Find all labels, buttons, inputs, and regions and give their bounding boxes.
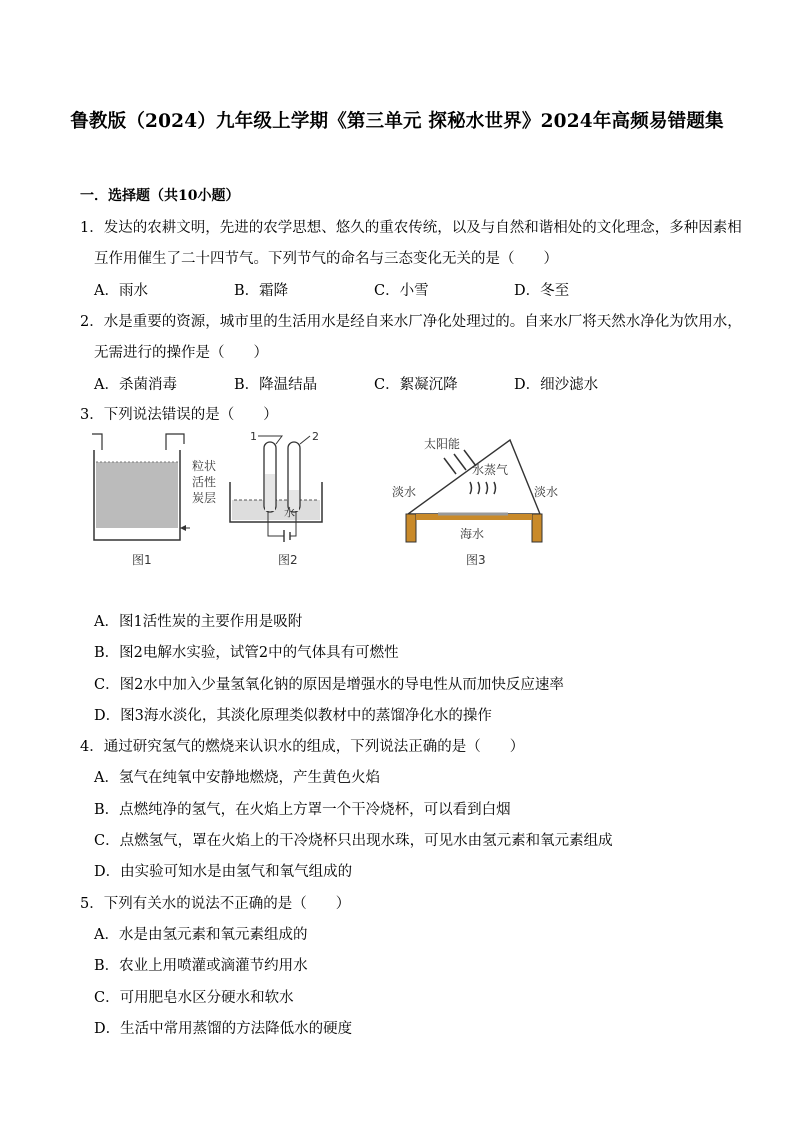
question-2-stem-line-1: 2．水是重要的资源，城市里的生活用水是经自来水厂净化处理过的。自来水厂将天然水净化为饮用水， xyxy=(80,314,742,330)
question-5-stem: 5．下列有关水的说法不正确的是（ ） xyxy=(80,896,351,912)
q4-option-b: B．点燃纯净的氢气，在火焰上方罩一个干冷烧杯，可以看到白烟 xyxy=(94,802,511,818)
q2-option-d: D．细沙滤水 xyxy=(514,377,599,393)
q5-option-b: B．农业上用喷灌或滴灌节约用水 xyxy=(94,958,308,974)
fig3-freshwater-left: 淡水 xyxy=(392,485,417,499)
q4-option-c: C．点燃氢气，罩在火焰上的干冷烧杯只出现水珠，可见水由氢元素和氧元素组成 xyxy=(94,833,613,849)
fig2-tube-2-label: 2 xyxy=(312,430,319,443)
figure-2-electrolysis xyxy=(230,430,322,567)
q2-option-b: B．降温结晶 xyxy=(234,377,318,393)
q3-option-d: D．图3海水淡化，其淡化原理类似教材中的蒸馏净化水的操作 xyxy=(94,708,492,724)
q1-option-d: D．冬至 xyxy=(514,283,570,299)
fig2-water-label: 水 xyxy=(284,506,295,519)
fig2-label: 图2 xyxy=(278,553,298,567)
q5-option-c: C．可用肥皂水区分硬水和软水 xyxy=(94,990,294,1006)
carbon-layer xyxy=(96,462,178,528)
question-4-stem: 4．通过研究氢气的燃烧来认识水的组成，下列说法正确的是（ ） xyxy=(80,739,525,755)
fig2-tube-1-label: 1 xyxy=(250,430,257,443)
fig1-text-3: 炭层 xyxy=(192,491,217,505)
q1-option-c: C．小雪 xyxy=(374,283,429,299)
question-3-stem: 3．下列说法错误的是（ ） xyxy=(80,407,278,423)
q3-option-a: A．图1活性炭的主要作用是吸附 xyxy=(94,614,303,630)
q4-option-d: D．由实验可知水是由氢气和氧气组成的 xyxy=(94,864,353,880)
fig1-label: 图1 xyxy=(132,553,152,567)
question-1-stem-line-2: 互作用催生了二十四节气。下列节气的命名与三态变化无关的是（ ） xyxy=(94,251,558,267)
q2-option-c: C．絮凝沉降 xyxy=(374,377,458,393)
section-heading: 一．选择题（共10小题） xyxy=(80,188,240,204)
q3-option-b: B．图2电解水实验，试管2中的气体具有可燃性 xyxy=(94,645,399,661)
q1-option-b: B．霜降 xyxy=(234,283,289,299)
fig3-vapor-label: 水蒸气 xyxy=(472,463,509,477)
q4-option-a: A．氢气在纯氧中安静地燃烧，产生黄色火焰 xyxy=(94,770,380,786)
q5-option-d: D．生活中常用蒸馏的方法降低水的硬度 xyxy=(94,1021,353,1037)
question-3-figures xyxy=(88,430,568,570)
q1-option-a: A．雨水 xyxy=(94,283,148,299)
q3-option-c: C．图2水中加入少量氢氧化钠的原因是增强水的导电性从而加快反应速率 xyxy=(94,677,564,693)
fig3-label: 图3 xyxy=(466,553,486,567)
page-title: 鲁教版（2024）九年级上学期《第三单元 探秘水世界》2024年高频易错题集 xyxy=(70,111,724,132)
figures-svg xyxy=(88,430,568,570)
fig3-sun-label: 太阳能 xyxy=(424,437,461,451)
figure-3-desalination xyxy=(392,436,558,567)
fig3-freshwater-right: 淡水 xyxy=(534,485,559,499)
q5-option-a: A．水是由氢元素和氧元素组成的 xyxy=(94,927,308,943)
fig1-text-1: 粒状 xyxy=(192,459,217,473)
q2-option-a: A．杀菌消毒 xyxy=(94,377,177,393)
question-2-options xyxy=(94,373,654,394)
fig3-seawater-label: 海水 xyxy=(460,527,485,541)
figure-1-filter xyxy=(92,434,216,567)
question-2-stem-line-2: 无需进行的操作是（ ） xyxy=(94,345,268,361)
question-1-stem-line-1: 1．发达的农耕文明，先进的农学思想、悠久的重农传统，以及与自然和谐相处的文化理念，多种因素相 xyxy=(80,220,742,236)
fig1-text-2: 活性 xyxy=(192,475,217,489)
question-1-options xyxy=(94,279,654,300)
